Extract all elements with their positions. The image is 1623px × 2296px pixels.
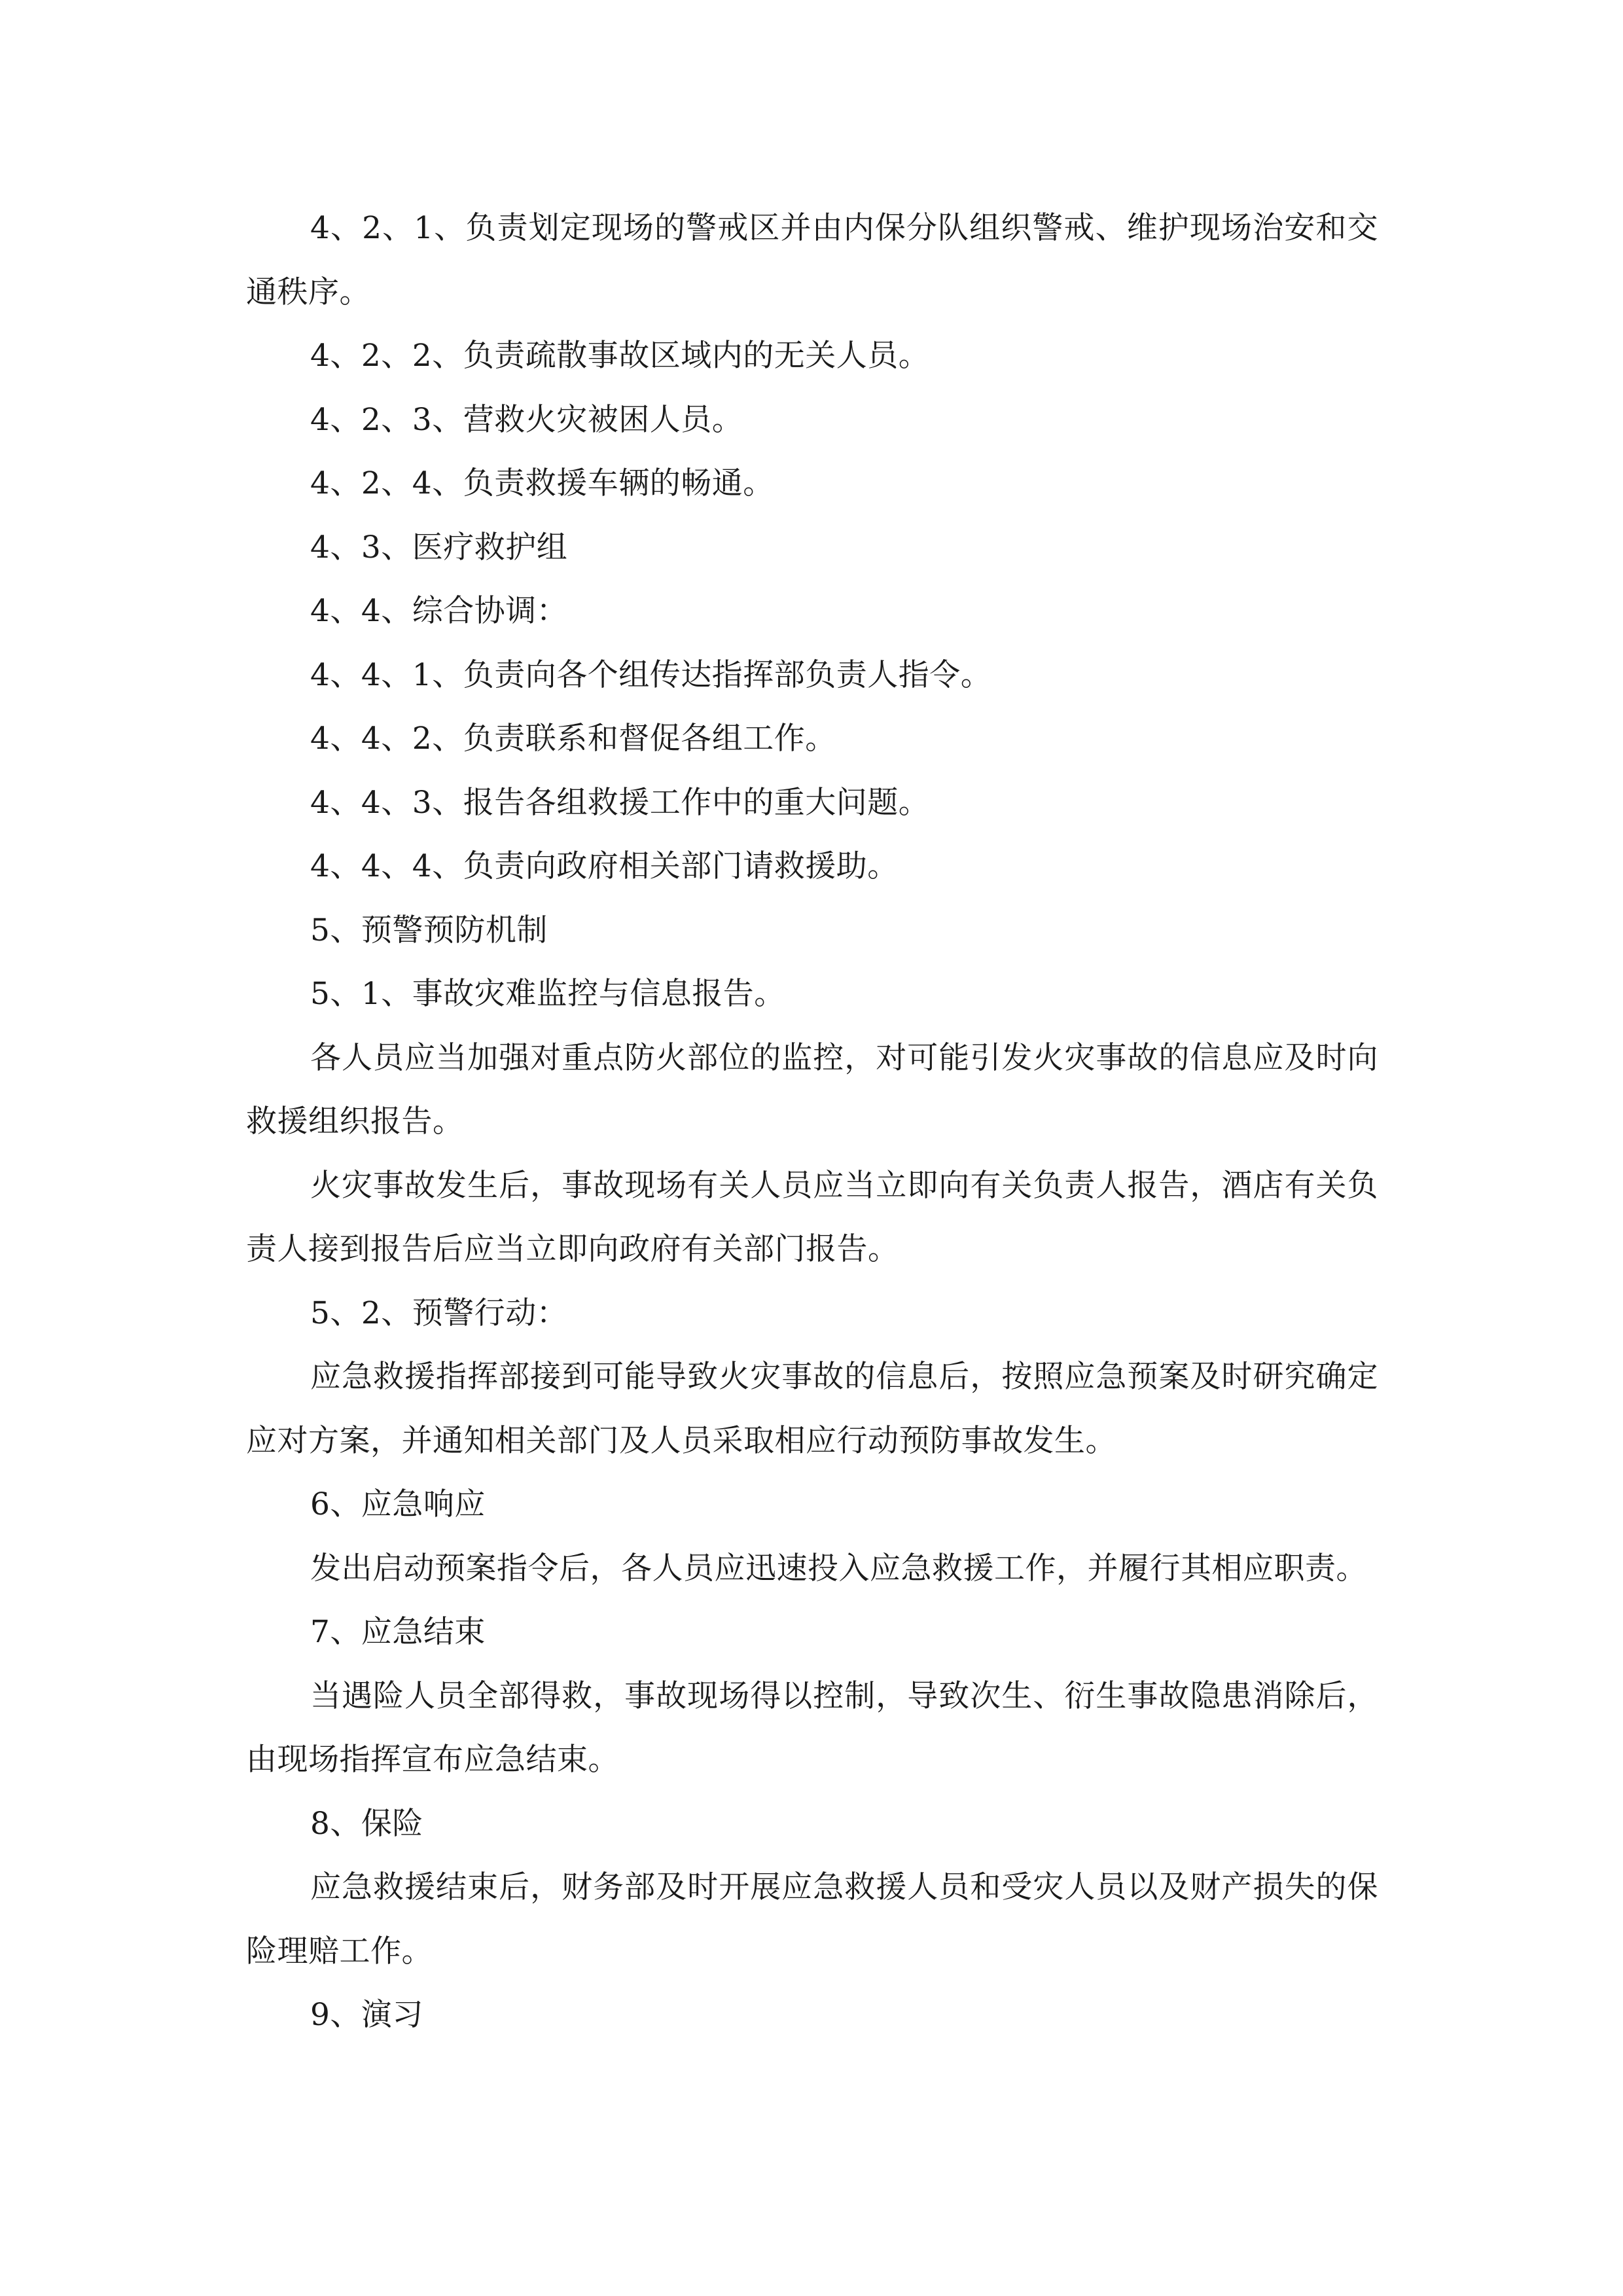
paragraph-insurance: 应急救援结束后，财务部及时开展应急救援人员和受灾人员以及财产损失的保险理赔工作。 <box>246 1869 1378 1969</box>
heading-4-3: 4、3、医疗救护组 <box>310 529 568 565</box>
paragraph-4-4-2: 4、4、2、负责联系和督促各组工作。 <box>310 721 836 757</box>
paragraph-response: 发出启动预案指令后，各人员应迅速投入应急救援工作，并履行其相应职责。 <box>310 1550 1367 1587</box>
document-body <box>246 196 1378 2047</box>
paragraph-reporting: 火灾事故发生后，事故现场有关人员应当立即向有关负责人报告，酒店有关负责人接到报告后应当立即向政府有关部门报告。 <box>246 1167 1378 1267</box>
heading-5: 5、预警预防机制 <box>310 912 548 948</box>
heading-4-4: 4、4、综合协调： <box>310 593 568 629</box>
paragraph-monitoring: 各人员应当加强对重点防火部位的监控，对可能引发火灾事故的信息应及时向救援组织报告。 <box>246 1039 1378 1139</box>
paragraph-4-4-1: 4、4、1、负责向各个组传达指挥部负责人指令。 <box>310 656 992 693</box>
paragraph-4-2-1: 4、2、1、负责划定现场的警戒区并由内保分队组织警戒、维护现场治安和交通秩序。 <box>246 210 1378 310</box>
paragraph-emergency-end: 当遇险人员全部得救，事故现场得以控制，导致次生、衍生事故隐患消除后，由现场指挥宣布应急结束。 <box>246 1677 1378 1778</box>
paragraph-4-4-4: 4、4、4、负责向政府相关部门请救援助。 <box>310 848 899 884</box>
paragraph-warning-action: 应急救援指挥部接到可能导致火灾事故的信息后，按照应急预案及时研究确定应对方案，并通知相关部门及人员采取相应行动预防事故发生。 <box>246 1359 1378 1459</box>
heading-7: 7、应急结束 <box>310 1614 486 1650</box>
paragraph-4-4-3: 4、4、3、报告各组救援工作中的重大问题。 <box>310 784 930 821</box>
heading-6: 6、应急响应 <box>310 1486 486 1522</box>
heading-5-2: 5、2、预警行动： <box>310 1295 568 1331</box>
heading-8: 8、保险 <box>310 1805 423 1842</box>
heading-9: 9、演习 <box>310 1997 423 2033</box>
paragraph-4-2-4: 4、2、4、负责救援车辆的畅通。 <box>310 465 774 501</box>
paragraph-4-2-2: 4、2、2、负责疏散事故区域内的无关人员。 <box>310 338 930 374</box>
paragraph-4-2-3: 4、2、3、营救火灾被困人员。 <box>310 401 743 438</box>
heading-5-1: 5、1、事故灾难监控与信息报告。 <box>310 976 785 1012</box>
